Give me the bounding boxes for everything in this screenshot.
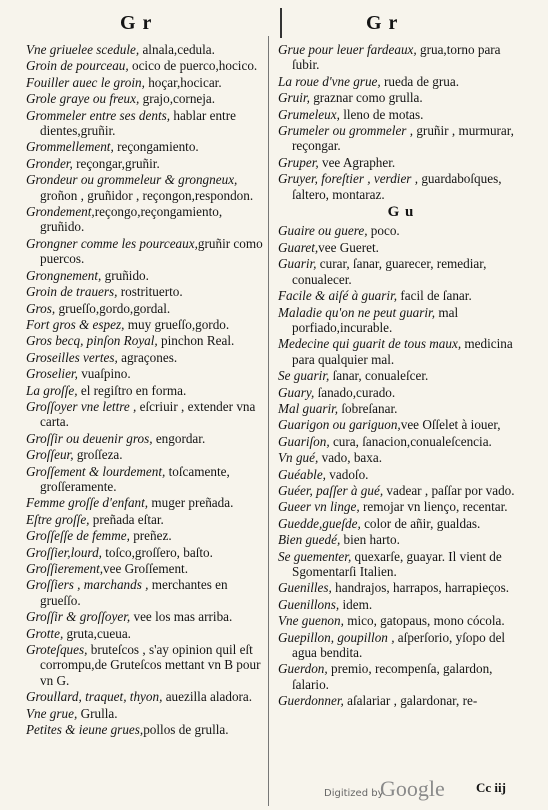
gutter-mark bbox=[280, 8, 282, 38]
dictionary-entry bbox=[26, 366, 266, 381]
entry-gloss: pollos de grulla. bbox=[143, 722, 229, 738]
entry-headword: Grotte, bbox=[26, 625, 64, 641]
entry-gloss: medicina para qualquier mal. bbox=[292, 336, 513, 367]
entry-headword: Guaire ou guere, bbox=[278, 223, 368, 239]
entry-gloss: handrajos, harrapos, harrapieços. bbox=[331, 580, 510, 596]
dictionary-entry bbox=[278, 123, 524, 154]
entry-gloss: graznar como grulla. bbox=[309, 90, 423, 106]
entry-headword: Guarigon ou gariguon, bbox=[278, 417, 401, 433]
dictionary-entry bbox=[278, 42, 524, 73]
dictionary-entry bbox=[278, 693, 524, 708]
dictionary-entry bbox=[26, 75, 266, 90]
entry-gloss: vee Groſſement. bbox=[103, 561, 188, 576]
header-right: G r bbox=[366, 12, 399, 34]
dictionary-entry bbox=[26, 706, 266, 721]
dictionary-entry bbox=[26, 172, 266, 203]
dictionary-entry bbox=[278, 630, 524, 661]
google-watermark: Google bbox=[380, 776, 445, 801]
entry-gloss: bruteſcos , s'ay opinion quil eſt corrompu,de Gruteſcos mettant vn B pour vn G. bbox=[40, 642, 261, 688]
entry-headword: Fort gros & espez, bbox=[26, 316, 125, 332]
entry-gloss: ſanar, conualeſcer. bbox=[329, 368, 429, 384]
entry-gloss: gruñir como puercos. bbox=[40, 235, 263, 267]
dictionary-entry bbox=[26, 447, 266, 462]
dictionary-entry bbox=[278, 499, 524, 514]
entry-headword: La roue d'vne grue, bbox=[278, 73, 381, 89]
running-header bbox=[0, 8, 548, 38]
entry-gloss: reçongamiento. bbox=[113, 139, 199, 155]
entry-gloss: idem. bbox=[339, 596, 373, 612]
dictionary-entry bbox=[26, 495, 266, 510]
entry-headword: Grue pour leuer fardeaux, bbox=[278, 42, 417, 57]
entry-headword: Grumeler ou grommeler , bbox=[278, 123, 414, 139]
dictionary-entry bbox=[26, 545, 266, 560]
entry-headword: Bien guedé, bbox=[278, 532, 341, 548]
dictionary-entry bbox=[278, 661, 524, 692]
entry-headword: Groſſement & lourdement, bbox=[26, 463, 166, 479]
entry-headword: Vn gué, bbox=[278, 450, 319, 466]
entry-headword: Gruir, bbox=[278, 90, 310, 106]
dictionary-entry bbox=[278, 450, 524, 465]
entry-headword: Groſſir ou deuenir gros, bbox=[26, 430, 153, 446]
entry-headword: Grumeleux, bbox=[278, 106, 340, 122]
dictionary-entry bbox=[26, 512, 266, 527]
entry-gloss: facil de ſanar. bbox=[397, 288, 472, 304]
dictionary-entry bbox=[278, 155, 524, 170]
column-divider bbox=[268, 36, 269, 806]
entry-gloss: vee los mas arriba. bbox=[130, 609, 233, 625]
dictionary-entry bbox=[26, 383, 266, 398]
dictionary-entry bbox=[26, 561, 266, 576]
entry-gloss: ſobreſanar. bbox=[338, 400, 398, 416]
entry-gloss: hoçar,hocicar. bbox=[144, 74, 222, 90]
dictionary-entry bbox=[26, 431, 266, 446]
entry-gloss: grueſſo,gordo,gordal. bbox=[55, 300, 171, 316]
entry-headword: Petites & ieune grues, bbox=[26, 722, 144, 738]
dictionary-entry bbox=[26, 268, 266, 283]
entry-gloss: curar, ſanar, guarecer, remediar, conualecer. bbox=[292, 256, 487, 287]
entry-headword: Groin de trauers, bbox=[26, 284, 118, 300]
entry-headword: Facile & aiſé à guarir, bbox=[278, 288, 398, 304]
dictionary-entry bbox=[278, 240, 524, 255]
entry-gloss: grua,torno para ſubir. bbox=[292, 42, 501, 73]
dictionary-entry bbox=[26, 139, 266, 154]
entry-gloss: vado, baxa. bbox=[318, 450, 383, 466]
entry-headword: Grongnement, bbox=[26, 267, 102, 283]
dictionary-entry bbox=[26, 204, 266, 235]
dictionary-entry bbox=[278, 401, 524, 416]
entry-gloss: remojar vn lienço, recentar. bbox=[359, 499, 508, 515]
entry-gloss: muger preñada. bbox=[148, 495, 234, 511]
entry-headword: Gueer vn linge, bbox=[278, 499, 360, 515]
entry-headword: Grommellement, bbox=[26, 139, 114, 155]
dictionary-entry bbox=[26, 58, 266, 73]
entry-gloss: poco. bbox=[367, 223, 400, 239]
entry-gloss: reçongar,gruñir. bbox=[72, 155, 160, 171]
entry-headword: Guenillons, bbox=[278, 596, 340, 612]
entry-headword: Guepillon, goupillon , bbox=[278, 629, 395, 645]
dictionary-entry bbox=[278, 613, 524, 628]
entry-headword: Medecine qui guarit de tous maux, bbox=[278, 336, 462, 352]
entry-headword: Guary, bbox=[278, 384, 315, 400]
entry-gloss: auezilla aladora. bbox=[162, 689, 253, 705]
entry-headword: Groſſir & groſſoyer, bbox=[26, 609, 131, 625]
entry-gloss: toſco,groſſero, baſto. bbox=[101, 544, 213, 560]
entry-headword: Guerdon, bbox=[278, 661, 328, 677]
entry-gloss: eſcriuir , extender vna carta. bbox=[40, 398, 256, 430]
entry-gloss: aſperſorio, yſopo del agua bendita. bbox=[292, 629, 506, 661]
entry-headword: Se guementer, bbox=[278, 548, 352, 564]
entry-headword: Maladie qu'on ne peut guarir, bbox=[278, 304, 436, 320]
entry-headword: Groſſeur, bbox=[26, 447, 74, 463]
dictionary-entry bbox=[26, 464, 266, 495]
footer bbox=[0, 776, 548, 806]
entry-headword: Groſſierement, bbox=[26, 561, 104, 576]
entry-headword: Guenilles, bbox=[278, 580, 332, 596]
entry-gloss: agraçones. bbox=[117, 349, 178, 365]
right-column-bottom bbox=[278, 223, 524, 708]
entry-gloss: vee Agrapher. bbox=[318, 154, 396, 170]
entry-gloss: gruñido. bbox=[101, 267, 149, 283]
entry-headword: Guariſon, bbox=[278, 433, 330, 449]
dictionary-entry bbox=[26, 722, 266, 737]
entry-headword: Groſſoyer vne lettre , bbox=[26, 398, 137, 414]
entry-headword: Grongner comme les pourceaux, bbox=[26, 235, 198, 251]
entry-gloss: preñez. bbox=[129, 528, 172, 544]
entry-headword: Vne griuelee scedule, bbox=[26, 42, 140, 57]
entry-gloss: groſſeza. bbox=[73, 447, 123, 463]
entry-headword: Groin de pourceau, bbox=[26, 58, 129, 74]
right-column-top bbox=[278, 42, 524, 202]
left-column bbox=[26, 42, 266, 738]
entry-headword: Groſſier,lourd, bbox=[26, 544, 102, 560]
dictionary-entry bbox=[278, 580, 524, 595]
entry-gloss: ocico de puerco,hocico. bbox=[128, 58, 258, 74]
entry-gloss: vee Gueret. bbox=[318, 239, 379, 255]
entry-gloss: alnala,cedula. bbox=[139, 42, 215, 57]
entry-headword: Gros, bbox=[26, 300, 56, 316]
entry-headword: Gruyer, foreſtier , verdier , bbox=[278, 171, 419, 187]
entry-gloss: guardaboſques, ſaltero, montaraz. bbox=[292, 171, 502, 202]
entry-headword: Femme groſſe d'enfant, bbox=[26, 495, 149, 511]
dictionary-entry bbox=[278, 305, 524, 336]
dictionary-entry bbox=[278, 223, 524, 238]
dictionary-entry bbox=[26, 399, 266, 430]
entry-headword: Groseilles vertes, bbox=[26, 349, 118, 365]
digitized-label: Digitized by bbox=[324, 788, 384, 799]
entry-gloss: mico, gatopaus, mono cócola. bbox=[343, 613, 505, 629]
dictionary-entry bbox=[26, 301, 266, 316]
entry-headword: Vne grue, bbox=[26, 705, 78, 721]
dictionary-entry bbox=[278, 368, 524, 383]
entry-headword: Fouiller auec le groin, bbox=[26, 74, 145, 90]
entry-gloss: el regiſtro en forma. bbox=[77, 382, 187, 398]
entry-gloss: hablar entre dientes,gruñir. bbox=[40, 107, 236, 139]
entry-gloss: engordar. bbox=[152, 430, 206, 446]
dictionary-entry bbox=[26, 317, 266, 332]
dictionary-entry bbox=[278, 549, 524, 580]
entry-headword: Groſſeſſe de femme, bbox=[26, 528, 130, 544]
entry-headword: Guéable, bbox=[278, 466, 326, 482]
entry-gloss: ſanado,curado. bbox=[314, 384, 396, 400]
signature-mark: Cc iij bbox=[476, 780, 506, 795]
dictionary-entry bbox=[26, 156, 266, 171]
section-label: G u bbox=[387, 204, 415, 221]
dictionary-entry bbox=[26, 609, 266, 624]
right-column bbox=[278, 42, 524, 710]
entry-gloss: vadoſo. bbox=[325, 466, 369, 482]
dictionary-entry bbox=[278, 483, 524, 498]
entry-gloss: mal porfiado,incurable. bbox=[292, 304, 459, 335]
header-left: G r bbox=[120, 12, 153, 34]
entry-gloss: aſalariar , galardonar, re- bbox=[343, 693, 478, 709]
entry-headword: Grole graye ou freux, bbox=[26, 91, 140, 107]
dictionary-entry bbox=[26, 91, 266, 106]
dictionary-entry bbox=[26, 42, 266, 57]
entry-gloss: muy grueſſo,gordo. bbox=[124, 316, 230, 332]
entry-gloss: premio, recompenſa, galardon, ſalario. bbox=[292, 661, 493, 692]
entry-headword: Groſſiers , marchands , bbox=[26, 577, 149, 593]
dictionary-entry bbox=[278, 597, 524, 612]
dictionary-entry bbox=[26, 108, 266, 139]
entry-gloss: bien harto. bbox=[340, 532, 400, 548]
entry-headword: Guéer, paſſer à gué, bbox=[278, 482, 384, 498]
entry-headword: Groselier, bbox=[26, 366, 78, 382]
entry-gloss: vee Oſſelet à iouer, bbox=[400, 417, 501, 433]
dictionary-entry bbox=[26, 577, 266, 608]
entry-gloss: merchantes en grueſſo. bbox=[40, 577, 228, 608]
entry-gloss: reçongo,reçongamiento, gruñido. bbox=[40, 204, 223, 235]
entry-headword: Guaret, bbox=[278, 239, 319, 255]
dictionary-entry bbox=[278, 256, 524, 287]
entry-gloss: rueda de grua. bbox=[380, 73, 460, 89]
entry-gloss: gruñir , murmurar, reçongar. bbox=[292, 123, 514, 154]
entry-headword: Vne guenon, bbox=[278, 613, 344, 629]
entry-gloss: preñada eſtar. bbox=[89, 511, 164, 527]
entry-gloss: pinchon Real. bbox=[157, 333, 235, 349]
entry-headword: Guerdonner, bbox=[278, 693, 344, 709]
dictionary-entry bbox=[278, 385, 524, 400]
dictionary-entry bbox=[278, 434, 524, 449]
dictionary-entry bbox=[278, 171, 524, 202]
entry-gloss: quexarſe, guayar. Il vient de Sgomentarſi Italien. bbox=[292, 548, 502, 579]
entry-headword: Gruper, bbox=[278, 154, 319, 170]
dictionary-entry bbox=[278, 74, 524, 89]
dictionary-entry bbox=[278, 417, 524, 432]
dictionary-entry bbox=[26, 284, 266, 299]
entry-gloss: vadear , paſſar por vado. bbox=[383, 482, 515, 498]
entry-gloss: rostrituerto. bbox=[117, 284, 183, 300]
entry-gloss: Grulla. bbox=[77, 705, 118, 721]
dictionary-entry bbox=[278, 90, 524, 105]
entry-headword: Grondement, bbox=[26, 204, 95, 220]
dictionary-entry bbox=[26, 333, 266, 348]
entry-headword: La groſſe, bbox=[26, 382, 78, 398]
dictionary-entry bbox=[278, 467, 524, 482]
dictionary-entry bbox=[278, 516, 524, 531]
entry-headword: Guarir, bbox=[278, 256, 317, 272]
entry-gloss: vuaſpino. bbox=[77, 366, 131, 382]
entry-gloss: color de añir, gualdas. bbox=[360, 515, 481, 531]
entry-gloss: lleno de motas. bbox=[339, 106, 424, 122]
dictionary-entry bbox=[278, 288, 524, 303]
entry-gloss: cura, ſanacion,conualeſcencia. bbox=[329, 433, 492, 449]
dictionary-entry bbox=[26, 689, 266, 704]
entry-gloss: grajo,corneja. bbox=[139, 91, 216, 107]
entry-headword: Groullard, traquet, thyon, bbox=[26, 689, 163, 705]
dictionary-entry bbox=[26, 642, 266, 688]
entry-gloss: groñon , gruñidor , reçongon,respondon. bbox=[40, 187, 254, 203]
dictionary-entry bbox=[26, 350, 266, 365]
dictionary-entry bbox=[26, 626, 266, 641]
dictionary-entry bbox=[26, 528, 266, 543]
entry-headword: Mal guarir, bbox=[278, 400, 339, 416]
dictionary-entry bbox=[278, 532, 524, 547]
entry-headword: Guedde,gueſde, bbox=[278, 515, 361, 531]
entry-gloss: gruta,cueua. bbox=[63, 625, 131, 641]
entry-headword: Se guarir, bbox=[278, 368, 330, 384]
dictionary-entry bbox=[278, 107, 524, 122]
entry-headword: Eſtre groſſe, bbox=[26, 511, 90, 527]
dictionary-entry bbox=[278, 336, 524, 367]
entry-headword: Grommeler entre ses dents, bbox=[26, 107, 171, 123]
entry-headword: Grondeur ou grommeleur & grongneux, bbox=[26, 172, 238, 188]
entry-headword: Groteſques, bbox=[26, 642, 88, 658]
entry-headword: Gronder, bbox=[26, 155, 73, 171]
entry-headword: Gros becq, pinſon Royal, bbox=[26, 333, 158, 349]
dictionary-entry bbox=[26, 236, 266, 267]
entry-gloss: toſcamente, groſſeramente. bbox=[40, 463, 230, 494]
